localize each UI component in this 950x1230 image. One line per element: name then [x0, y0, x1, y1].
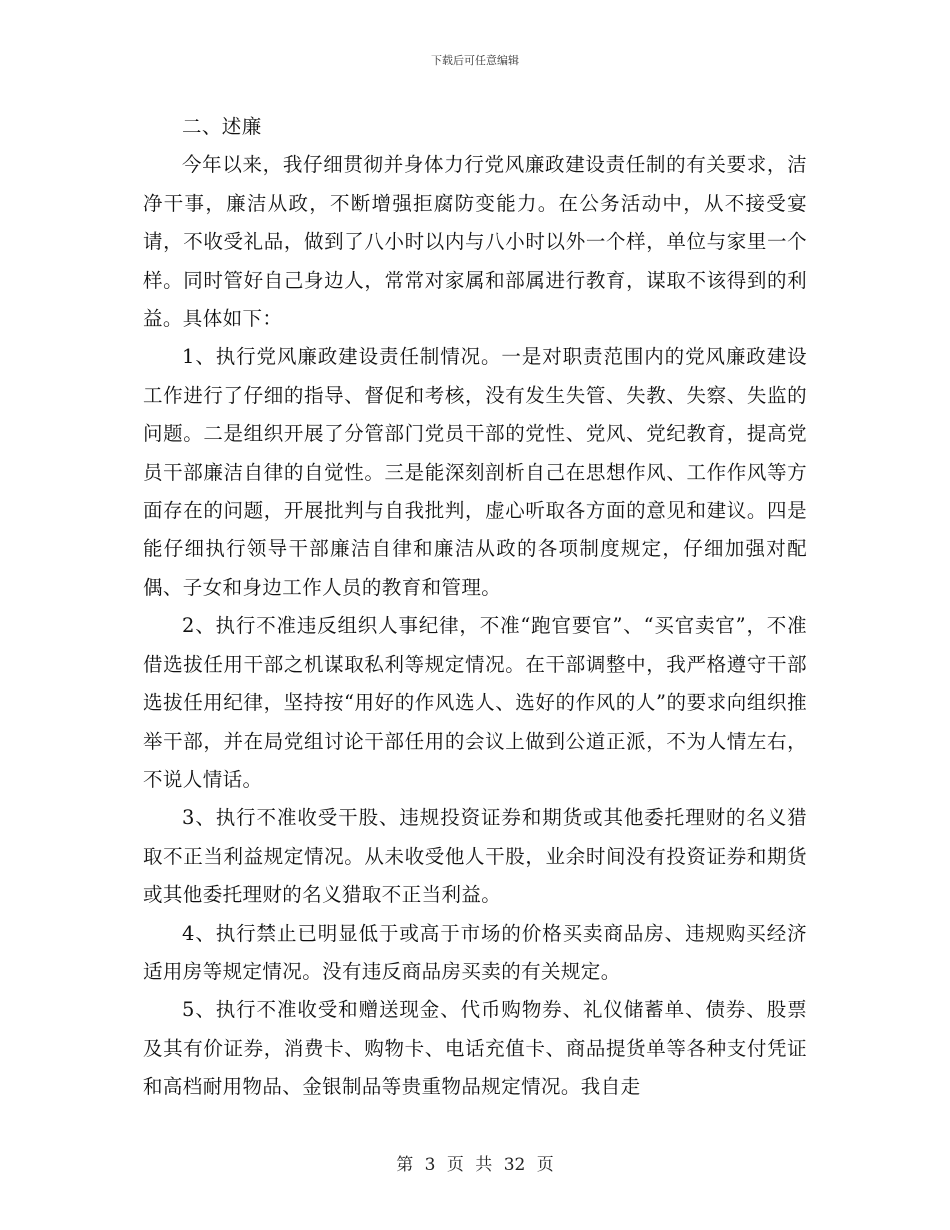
page-header-note: 下载后可任意编辑: [431, 54, 519, 67]
paragraph-item-4: 4、执行禁止已明显低于或高于市场的价格买卖商品房、违规购买经济适用房等规定情况。没有违反商品房买卖的有关规定。: [143, 921, 807, 983]
page-number-footer: 第 3 页 共 32 页: [396, 1155, 554, 1175]
paragraph-intro: 今年以来，我仔细贯彻并身体力行党风廉政建设责任制的有关要求，洁净干事，廉洁从政，不断增强拒腐防变能力。在公务活动中，从不接受宴请，不收受礼品，做到了八小时以内与八小时以外一个样，单位与家里一个样。同时管好自己身边人，常常对家属和部属进行教育，谋取不该得到的利益。具体如下：: [143, 153, 807, 331]
paragraph-item-3: 3、执行不准收受干股、违规投资证券和期货或其他委托理财的名义猎取不正当利益规定情况。从未收受他人干股，业余时间没有投资证券和期货或其他委托理财的名义猎取不正当利益。: [143, 806, 807, 907]
paragraph-item-2: 2、执行不准违反组织人事纪律，不准“跑官要官”、“买官卖官”，不准借选拔任用干部之机谋取私利等规定情况。在干部调整中，我严格遵守干部选拔任用纪律，坚持按“用好的作风选人、选好的作风的人”的要求向组织推举干部，并在局党组讨论干部任用的会议上做到公道正派，不为人情左右，不说人情话。: [143, 614, 807, 791]
paragraph-item-5: 5、执行不准收受和赠送现金、代币购物券、礼仪储蓄单、债券、股票及其有价证券，消费卡、购物卡、电话充值卡、商品提货单等各种支付凭证和高档耐用物品、金银制品等贵重物品规定情况。我自走: [143, 998, 807, 1099]
section-heading: 二、述廉: [182, 115, 262, 138]
paragraph-item-1: 1、执行党风廉政建设责任制情况。一是对职责范围内的党风廉政建设工作进行了仔细的指导、督促和考核，没有发生失管、失教、失察、失监的问题。二是组织开展了分管部门党员干部的党性、党风、党纪教育，提高党员干部廉洁自律的自觉性。三是能深刻剖析自己在思想作风、工作作风等方面存在的问题，开展批判与自我批判，虚心听取各方面的意见和建议。四是能仔细执行领导干部廉洁自律和廉洁从政的各项制度规定，仔细加强对配偶、子女和身边工作人员的教育和管理。: [143, 345, 807, 599]
document-body: [143, 108, 807, 1107]
